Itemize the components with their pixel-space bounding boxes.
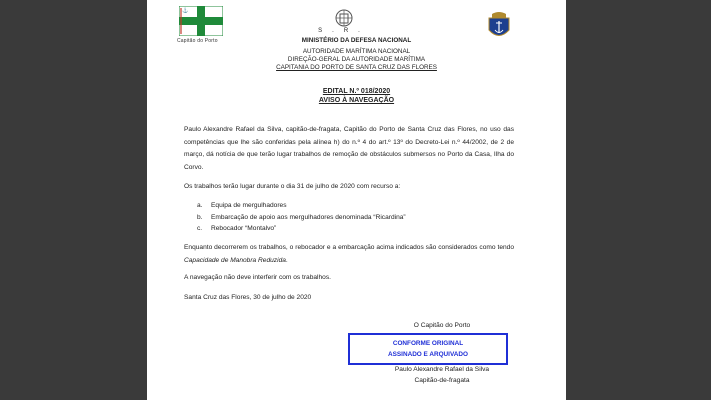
authority-heading: AUTORIDADE MARÍTIMA NACIONAL: [302, 48, 411, 55]
sr-mark: S.R.: [318, 28, 370, 34]
navigation-paragraph: A navegação não deve interferir com os trabalhos.: [184, 274, 331, 281]
condition-paragraph: Enquanto decorrerem os trabalhos, o rebocador e a embarcação acima indicados são considerados como tendo Capacidade de Manobra Reduzida.: [184, 244, 514, 264]
harbor-heading: CAPITANIA DO PORTO DE SANTA CRUZ DAS FLORES: [276, 64, 437, 71]
list-item: c. Rebocador “Montalvo”: [197, 225, 277, 232]
national-arms-icon: [334, 8, 354, 28]
svg-text:⚓: ⚓: [182, 8, 189, 14]
resources-list: [197, 200, 406, 235]
ministry-heading: MINISTÉRIO DA DEFESA NACIONAL: [301, 37, 412, 44]
notice-title: AVISO À NAVEGAÇÃO: [318, 97, 395, 104]
list-item: a. Equipa de mergulhadores: [197, 202, 287, 209]
signature-role: O Capitão do Porto: [413, 322, 471, 329]
harbor-captain-flag-icon: [179, 6, 223, 36]
list-item: b. Embarcação de apoio aos mergulhadores denominada “Ricardina”: [197, 213, 406, 221]
signatory-rank: Capitão-de-fragata: [414, 377, 470, 384]
intro-paragraph: Paulo Alexandre Rafael da Silva, capitão-de-fragata, Capitão do Porto de Santa Cruz das Flores, no uso das competências que lhe são conferidas pela alínea h) do n.º 4 do art.º 13º do Decreto-Lei n.º 44/2002, de 2 de março, dá notícia de que terão lugar trabalhos de remoção de obstáculos submersos no Porto da Casa, Ilha do Corvo.: [184, 126, 514, 171]
directorate-heading: DIREÇÃO-GERAL DA AUTORIDADE MARÍTIMA: [287, 56, 426, 63]
resources-intro: Os trabalhos terão lugar durante o dia 31 de julho de 2020 com recurso a:: [184, 183, 401, 190]
conformity-stamp: [348, 333, 508, 365]
place-date: Santa Cruz das Flores, 30 de julho de 2020: [184, 294, 312, 301]
flag-caption: Capitão do Porto: [177, 38, 218, 44]
notice-number: EDITAL N.º 018/2020: [322, 88, 391, 95]
stamp-line: CONFORME ORIGINAL: [392, 340, 464, 347]
stamp-line: ASSINADO E ARQUIVADO: [388, 351, 468, 358]
signatory-name: Paulo Alexandre Rafael da Silva: [394, 366, 490, 373]
document-page: [147, 0, 566, 400]
